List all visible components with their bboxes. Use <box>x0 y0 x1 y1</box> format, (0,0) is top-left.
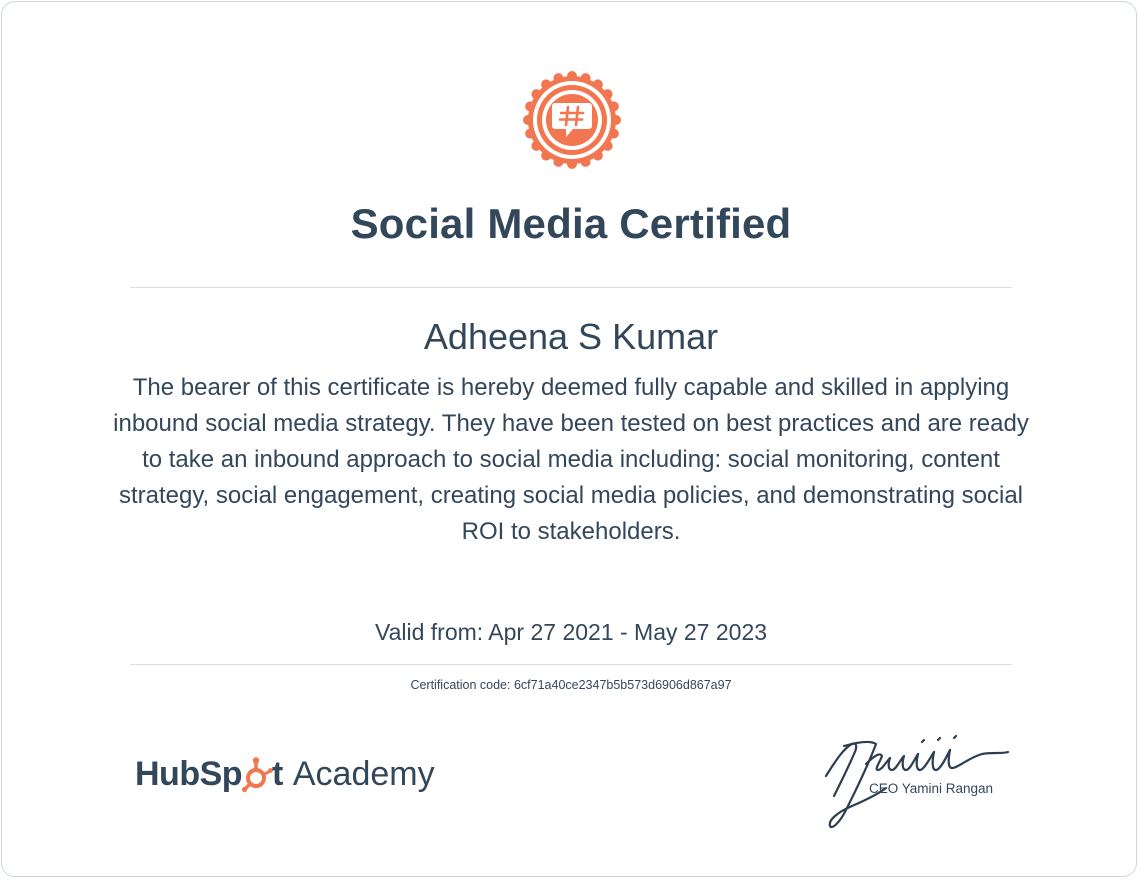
bottom-divider <box>130 664 1012 665</box>
certificate-description: The bearer of this certificate is hereby deemed fully capable and skilled in applying inbound social media strategy. They have been tested on best practices and are ready to take an inbound approach to social media including: social monitoring, content strategy, social engagement, creating social media policies, and demonstrating social ROI to stakeholders. <box>113 374 1029 545</box>
logo-wordmark-t: t <box>272 754 283 793</box>
top-divider <box>130 287 1012 288</box>
recipient-name: Adheena S Kumar <box>423 316 719 357</box>
certification-code: Certification code: 6cf71a40ce2347b5b573d6906d867a97 <box>410 678 732 692</box>
certification-badge-icon <box>522 70 622 170</box>
logo-academy-text: Academy <box>292 754 435 793</box>
sprocket-icon <box>241 756 273 792</box>
signer-title: CEO Yamini Rangan <box>869 781 994 796</box>
logo-wordmark-hub: HubSp <box>135 754 243 793</box>
validity-dates: Valid from: Apr 27 2021 - May 27 2023 <box>374 619 768 645</box>
certificate-title: Social Media Certified <box>350 200 792 247</box>
certificate-card <box>1 1 1137 877</box>
hubspot-academy-logo <box>135 752 435 796</box>
